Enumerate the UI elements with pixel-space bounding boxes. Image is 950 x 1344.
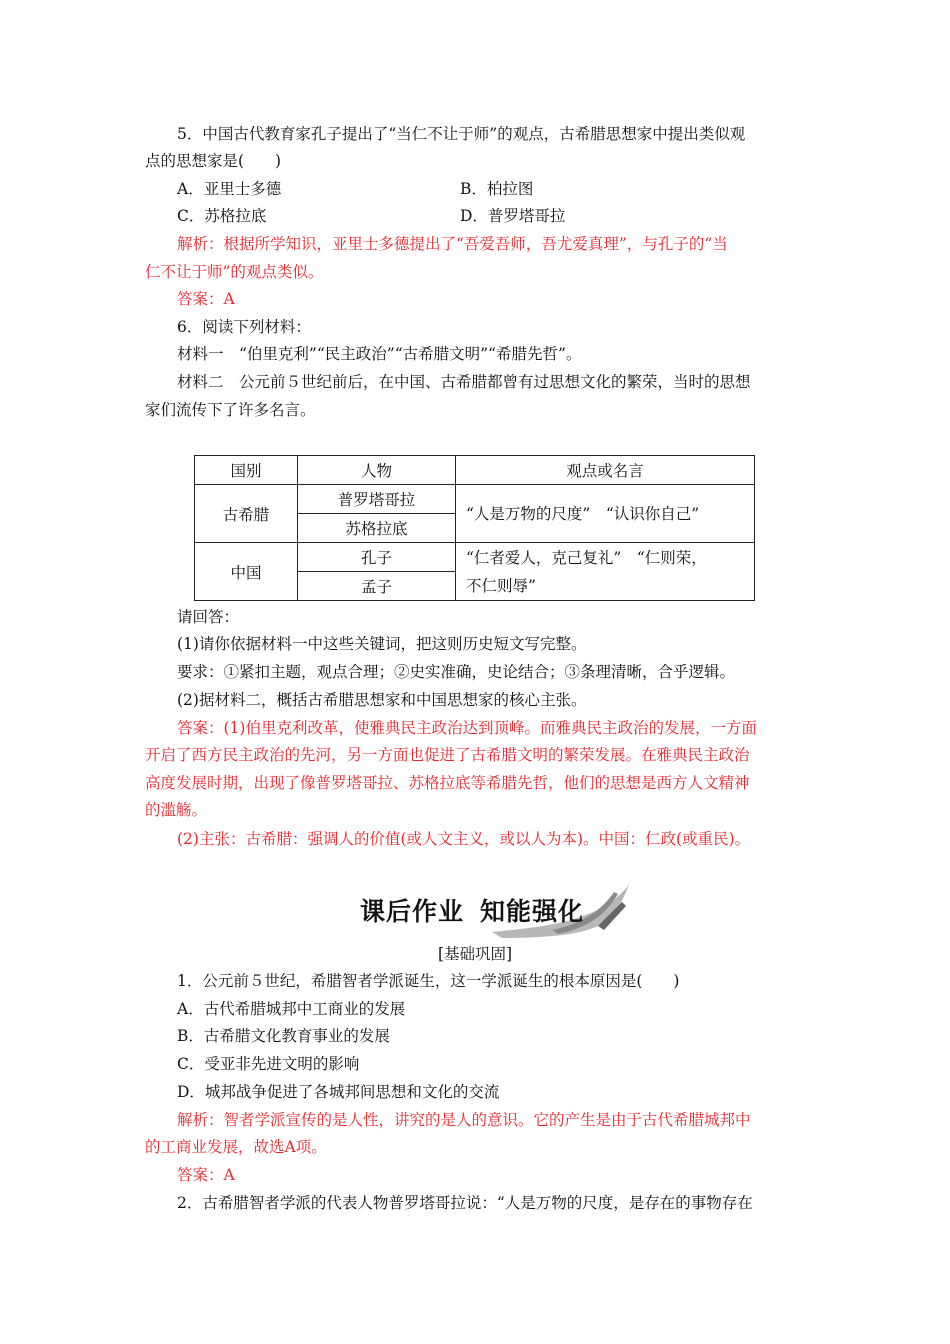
header-quote: 观点或名言 [456, 456, 755, 485]
q6-sub2: (2)据材料二，概括古希腊思想家和中国思想家的核心主张。 [177, 691, 587, 709]
q6-sub1: (1)请你依据材料一中这些关键词，把这则历史短文写完整。 [177, 635, 587, 653]
q6-answer-line1: 答案：(1)伯里克利改革，使雅典民主政治达到顶峰。而雅典民主政治的发展，一方面 [177, 719, 757, 737]
q5-analysis-line2: 仁不让于师”的观点类似。 [145, 263, 324, 281]
q5-option-a: A．亚里士多德 [177, 180, 282, 198]
q6-ask: 请回答： [177, 608, 240, 626]
q6-material2-line1: 材料二 公元前５世纪前后，在中国、古希腊都曾有过思想文化的繁荣，当时的思想 [177, 373, 751, 391]
q6-material1: 材料一 “伯里克利”“民主政治”“古希腊文明”“希腊先哲”。 [177, 345, 582, 363]
cell-china: 中国 [195, 543, 298, 601]
cell-socrates: 苏格拉底 [298, 514, 456, 543]
cell-china-quote [456, 543, 755, 601]
banner-part2: 知能强化 [480, 897, 585, 926]
b1-answer: 答案：A [177, 1166, 235, 1184]
china-quote-line2: 不仁则辱” [466, 576, 536, 595]
b1-analysis-line1: 解析：智者学派宣传的是人性，讲究的是人的意识。它的产生是由于古代希腊城邦中 [177, 1111, 751, 1129]
q6-stem: 6．阅读下列材料： [177, 318, 311, 336]
cell-confucius: 孔子 [298, 543, 456, 572]
section-title: [基础巩固] [437, 945, 513, 963]
b1-option-b: B．古希腊文化教育事业的发展 [177, 1027, 390, 1045]
b1-analysis-line2: 的工商业发展，故选A项。 [145, 1138, 327, 1156]
q6-requirement: 要求：①紧扣主题，观点合理；②史实准确，史论结合；③条理清晰，合乎逻辑。 [177, 663, 736, 681]
q6-answer-line5: (2)主张：古希腊：强调人的价值(或人文主义，或以人为本)。中国：仁政(或重民)。 [177, 830, 751, 848]
cell-greece: 古希腊 [195, 485, 298, 543]
q6-material2-line2: 家们流传下了许多名言。 [145, 401, 316, 419]
q5-answer: 答案：A [177, 290, 235, 308]
cell-greece-quote: “人是万物的尺度” “认识你自己” [456, 485, 755, 543]
q5-stem-line2: 点的思想家是( ) [145, 152, 282, 170]
b2-stem: 2．古希腊智者学派的代表人物普罗塔哥拉说：“人是万物的尺度，是存在的事物存在 [177, 1194, 753, 1212]
q5-stem-line1: 5．中国古代教育家孔子提出了“当仁不让于师”的观点，古希腊思想家中提出类似观 [177, 125, 746, 143]
cell-mencius: 孟子 [298, 572, 456, 601]
cell-protagoras: 普罗塔哥拉 [298, 485, 456, 514]
thinkers-table [194, 455, 755, 601]
b1-option-a: A．古代希腊城邦中工商业的发展 [177, 1000, 406, 1018]
table-row [195, 543, 755, 572]
q6-answer-line3: 高度发展时期，出现了像普罗塔哥拉、苏格拉底等希腊先哲，他们的思想是西方人文精神 [145, 774, 750, 792]
q6-answer-line4: 的滥觞。 [145, 801, 208, 819]
table-row [195, 485, 755, 514]
b1-stem: 1．公元前５世纪，希腊智者学派诞生，这一学派诞生的根本原因是( ) [177, 972, 680, 990]
banner-part1: 课后作业 [360, 897, 465, 926]
header-country: 国别 [195, 456, 298, 485]
q5-option-c: C．苏格拉底 [177, 207, 267, 225]
b1-option-d: D．城邦战争促进了各城邦间思想和文化的交流 [177, 1083, 500, 1101]
china-quote-line1: “仁者爱人，克己复礼” “仁则荣， [466, 548, 707, 567]
b1-option-c: C．受亚非先进文明的影响 [177, 1055, 360, 1073]
banner-title [360, 892, 600, 928]
header-person: 人物 [298, 456, 456, 485]
q5-option-d: D．普罗塔哥拉 [460, 207, 566, 225]
q6-answer-line2: 开启了西方民主政治的先河，另一方面也促进了古希腊文明的繁荣发展。在雅典民主政治 [145, 746, 750, 764]
q5-analysis-line1: 解析：根据所学知识，亚里士多德提出了“吾爱吾师，吾尤爱真理”，与孔子的“当 [177, 235, 728, 253]
table-header-row [195, 456, 755, 485]
q5-option-b: B．柏拉图 [460, 180, 534, 198]
